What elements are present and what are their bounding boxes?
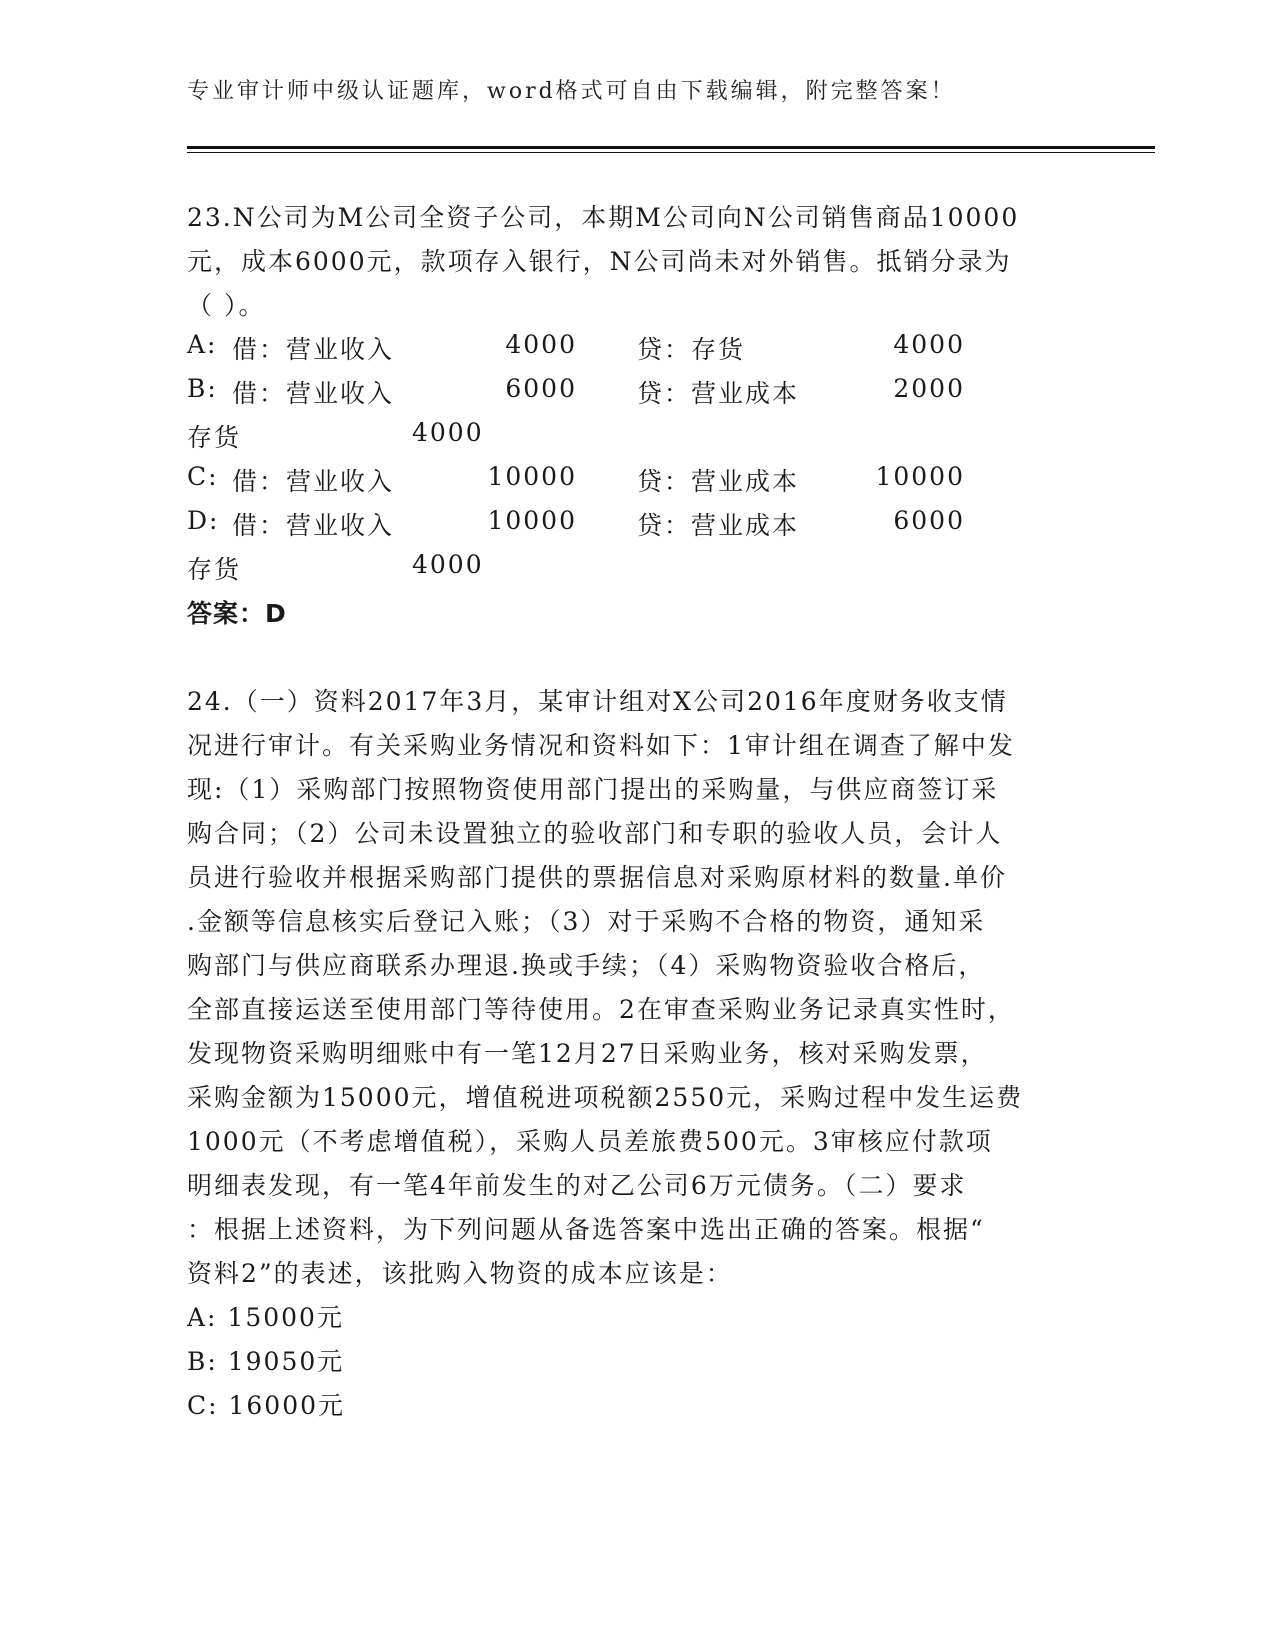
q23-answer: 答案：D bbox=[187, 599, 287, 628]
q23-stem-line-1: 23.N公司为M公司全资子公司，本期M公司向N公司销售商品10000 bbox=[187, 203, 1020, 232]
debit-amount: 6000 bbox=[505, 374, 577, 403]
extra-account: 存货 bbox=[187, 423, 242, 452]
q24-stem-line-12: 明细表发现，有一笔4年前发生的对乙公司6万元债务。（二）要求 bbox=[187, 1171, 967, 1200]
q24-stem-line-3: 现:（1）采购部门按照物资使用部门提出的采购量，与供应商签订采 bbox=[187, 775, 999, 804]
option-label: C: bbox=[187, 462, 219, 491]
credit-amount: 6000 bbox=[893, 506, 965, 535]
q23-stem-line-2: 元，成本6000元，款项存入银行，N公司尚未对外销售。抵销分录为 bbox=[187, 247, 1012, 276]
debit-account: 借：营业收入 bbox=[232, 467, 395, 496]
debit-amount: 10000 bbox=[487, 506, 577, 535]
debit-account: 借：营业收入 bbox=[232, 335, 395, 364]
debit-amount: 10000 bbox=[487, 462, 577, 491]
header-rule-thin bbox=[187, 152, 1155, 153]
q24-stem-line-6: .金额等信息核实后登记入账；（3）对于采购不合格的物资，通知采 bbox=[187, 907, 986, 936]
q23-stem-line-3: （ ）。 bbox=[187, 291, 266, 320]
q24-option-a: A: 15000元 bbox=[187, 1303, 344, 1332]
credit-account: 贷：存货 bbox=[637, 335, 746, 364]
credit-amount: 2000 bbox=[893, 374, 965, 403]
q24-stem-line-1: 24.（一）资料2017年3月，某审计组对X公司2016年度财务收支情 bbox=[187, 687, 1008, 716]
q24-stem-line-8: 全部直接运送至使用部门等待使用。2在审查采购业务记录真实性时， bbox=[187, 995, 1015, 1024]
debit-account: 借：营业收入 bbox=[232, 511, 395, 540]
q24-stem-line-14: 资料2”的表述，该批购入物资的成本应该是： bbox=[187, 1259, 733, 1288]
q24-stem-line-7: 购部门与供应商联系办理退.换或手续；（4）采购物资验收合格后， bbox=[187, 951, 986, 980]
extra-account: 存货 bbox=[187, 555, 242, 584]
q24-stem-line-4: 购合同；（2）公司未设置独立的验收部门和专职的验收人员，会计人 bbox=[187, 819, 1003, 848]
extra-amount: 4000 bbox=[412, 550, 484, 579]
credit-account: 贷：营业成本 bbox=[637, 467, 800, 496]
q24-stem-line-2: 况进行审计。有关采购业务情况和资料如下：1审计组在调查了解中发 bbox=[187, 731, 1015, 760]
q24-stem-line-13: ：根据上述资料，为下列问题从备选答案中选出正确的答案。根据“ bbox=[187, 1215, 985, 1244]
q24-stem-line-11: 1000元（不考虑增值税），采购人员差旅费500元。3审核应付款项 bbox=[187, 1127, 993, 1156]
credit-amount: 10000 bbox=[875, 462, 965, 491]
option-label: D: bbox=[187, 506, 220, 535]
option-label: B: bbox=[187, 374, 218, 403]
q24-stem-line-9: 发现物资采购明细账中有一笔12月27日采购业务，核对采购发票， bbox=[187, 1039, 988, 1068]
option-label: A: bbox=[187, 330, 218, 359]
q24-option-b: B: 19050元 bbox=[187, 1347, 345, 1376]
debit-account: 借：营业收入 bbox=[232, 379, 395, 408]
header-rule-thick bbox=[187, 146, 1155, 149]
extra-amount: 4000 bbox=[412, 418, 484, 447]
q24-stem-line-10: 采购金额为15000元，增值税进项税额2550元，采购过程中发生运费 bbox=[187, 1083, 1024, 1112]
page-header: 专业审计师中级认证题库，word格式可自由下载编辑，附完整答案！ bbox=[187, 79, 956, 104]
credit-amount: 4000 bbox=[893, 330, 965, 359]
credit-account: 贷：营业成本 bbox=[637, 379, 800, 408]
debit-amount: 4000 bbox=[505, 330, 577, 359]
credit-account: 贷：营业成本 bbox=[637, 511, 800, 540]
q24-option-c: C: 16000元 bbox=[187, 1391, 346, 1420]
q24-stem-line-5: 员进行验收并根据采购部门提供的票据信息对采购原材料的数量.单价 bbox=[187, 863, 1007, 892]
